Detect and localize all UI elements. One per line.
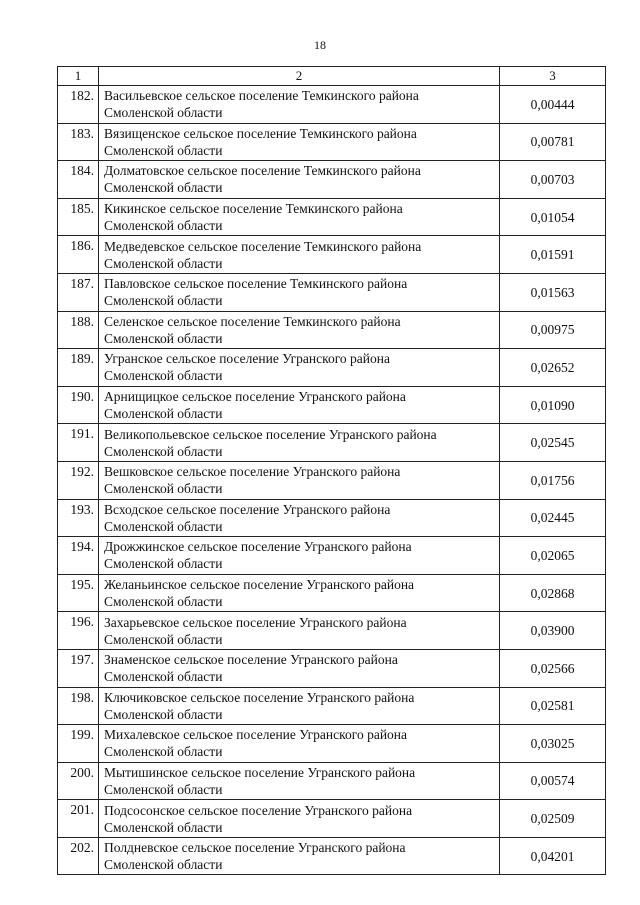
settlement-name [99, 161, 500, 199]
coefficient-value: 0,01054 [500, 198, 606, 236]
table-row [58, 424, 606, 462]
settlement-name [99, 499, 500, 537]
settlement-name [99, 800, 500, 838]
settlement-name [99, 725, 500, 763]
settlement-name-line2: Смоленской области [104, 293, 223, 309]
table-row [58, 161, 606, 199]
coefficient-value: 0,02566 [500, 649, 606, 687]
settlement-name-line2: Смоленской области [104, 330, 223, 346]
settlement-name-line1: Вешковское сельское поселение Угранского района [104, 464, 401, 480]
settlement-name-line1: Желаньинское сельское поселение Угранского района [104, 577, 415, 593]
row-number: 189. [58, 349, 99, 387]
settlement-name-line1: Угранское сельское поселение Угранского района [104, 351, 390, 367]
settlement-name [99, 123, 500, 161]
coefficient-value: 0,02065 [500, 537, 606, 575]
settlement-name-line1: Васильевское сельское поселение Темкинского района [104, 88, 419, 104]
settlement-name-line1: Знаменское сельское поселение Угранского района [104, 652, 398, 668]
table-row [58, 236, 606, 274]
coefficient-value: 0,04201 [500, 837, 606, 875]
settlement-name-line2: Смоленской области [104, 142, 223, 158]
table-row [58, 499, 606, 537]
coefficient-value: 0,02652 [500, 349, 606, 387]
row-number: 197. [58, 649, 99, 687]
settlement-name-line2: Смоленской области [104, 406, 223, 422]
settlement-name-line1: Захарьевское сельское поселение Угранского района [104, 614, 407, 630]
settlement-name [99, 762, 500, 800]
settlement-name-line2: Смоленской области [104, 781, 223, 797]
table-row [58, 123, 606, 161]
settlement-name [99, 837, 500, 875]
settlement-name-line1: Селенское сельское поселение Темкинского района [104, 313, 401, 329]
settlement-name [99, 386, 500, 424]
table-row [58, 461, 606, 499]
row-number: 182. [58, 86, 99, 124]
settlement-name-line1: Дрожжинское сельское поселение Угранского района [104, 539, 412, 555]
table-row [58, 800, 606, 838]
header-col-2: 2 [99, 67, 500, 86]
settlement-name-line1: Михалевское сельское поселение Угранского района [104, 727, 408, 743]
settlement-name-line1: Кикинское сельское поселение Темкинского района [104, 201, 403, 217]
table-row [58, 725, 606, 763]
settlement-name-line2: Смоленской области [104, 669, 223, 685]
table-row [58, 273, 606, 311]
settlement-name-line2: Смоленской области [104, 819, 223, 835]
coefficient-value: 0,00574 [500, 762, 606, 800]
settlement-name-line1: Всходское сельское поселение Угранского района [104, 501, 391, 517]
page-number: 18 [314, 38, 326, 52]
table-row [58, 537, 606, 575]
settlement-name-line2: Смоленской области [104, 706, 223, 722]
table-row [58, 386, 606, 424]
coefficient-value: 0,02509 [500, 800, 606, 838]
row-number: 191. [58, 424, 99, 462]
coefficient-value: 0,01756 [500, 461, 606, 499]
settlement-name-line1: Вязищенское сельское поселение Темкинского района [104, 125, 417, 141]
table-row [58, 649, 606, 687]
settlement-name [99, 574, 500, 612]
row-number: 188. [58, 311, 99, 349]
settlement-name-line2: Смоленской области [104, 631, 223, 647]
settlement-name-line1: Павловское сельское поселение Темкинского района [104, 276, 408, 292]
table-row [58, 612, 606, 650]
table-row [58, 311, 606, 349]
settlement-name-line1: Подсосонское сельское поселение Угранского района [104, 802, 413, 818]
row-number: 201. [58, 800, 99, 838]
document-table [57, 66, 606, 875]
table-row [58, 198, 606, 236]
coefficient-value: 0,02868 [500, 574, 606, 612]
coefficient-value: 0,00444 [500, 86, 606, 124]
row-number: 183. [58, 123, 99, 161]
table-row [58, 762, 606, 800]
header-col-1: 1 [58, 67, 99, 86]
table-row [58, 349, 606, 387]
settlement-name [99, 273, 500, 311]
row-number: 200. [58, 762, 99, 800]
settlement-name-line2: Смоленской области [104, 368, 223, 384]
header-col-3: 3 [500, 67, 606, 86]
coefficient-value: 0,02445 [500, 499, 606, 537]
table-row [58, 86, 606, 124]
settlement-name-line2: Смоленской области [104, 556, 223, 572]
row-number: 199. [58, 725, 99, 763]
settlement-name-line2: Смоленской области [104, 594, 223, 610]
settlement-name-line2: Смоленской области [104, 255, 223, 271]
settlement-name-line2: Смоленской области [104, 857, 223, 873]
settlement-name-line1: Великопольевское сельское поселение Угранского района [104, 426, 437, 442]
settlement-name-line2: Смоленской области [104, 481, 223, 497]
settlement-name [99, 198, 500, 236]
coefficient-value: 0,02581 [500, 687, 606, 725]
settlement-name [99, 649, 500, 687]
settlement-name-line2: Смоленской области [104, 105, 223, 121]
row-number: 202. [58, 837, 99, 875]
settlement-name [99, 349, 500, 387]
settlement-name-line2: Смоленской области [104, 518, 223, 534]
row-number: 190. [58, 386, 99, 424]
settlement-name [99, 537, 500, 575]
table-body [58, 86, 606, 875]
settlement-name-line1: Арнищицкое сельское поселение Угранского района [104, 389, 406, 405]
row-number: 184. [58, 161, 99, 199]
row-number: 185. [58, 198, 99, 236]
row-number: 198. [58, 687, 99, 725]
settlement-name-line1: Ключиковское сельское поселение Угранского района [104, 689, 415, 705]
coefficient-value: 0,03025 [500, 725, 606, 763]
coefficient-value: 0,03900 [500, 612, 606, 650]
settlement-name [99, 612, 500, 650]
table-row [58, 687, 606, 725]
settlement-name-line1: Долматовское сельское поселение Темкинского района [104, 163, 421, 179]
settlement-name [99, 424, 500, 462]
table-row [58, 837, 606, 875]
coefficient-value: 0,01591 [500, 236, 606, 274]
settlement-name-line1: Мытишинское сельское поселение Угранского района [104, 764, 416, 780]
settlement-name [99, 461, 500, 499]
coefficient-value: 0,00975 [500, 311, 606, 349]
settlement-name [99, 311, 500, 349]
settlement-name-line2: Смоленской области [104, 180, 223, 196]
coefficient-value: 0,00781 [500, 123, 606, 161]
settlement-name-line2: Смоленской области [104, 744, 223, 760]
row-number: 192. [58, 461, 99, 499]
coefficient-value: 0,01090 [500, 386, 606, 424]
row-number: 186. [58, 236, 99, 274]
settlement-name-line1: Полдневское сельское поселение Угранского района [104, 840, 406, 856]
settlement-name [99, 687, 500, 725]
settlement-name-line2: Смоленской области [104, 443, 223, 459]
row-number: 194. [58, 537, 99, 575]
row-number: 187. [58, 273, 99, 311]
row-number: 193. [58, 499, 99, 537]
settlement-name [99, 236, 500, 274]
row-number: 196. [58, 612, 99, 650]
row-number: 195. [58, 574, 99, 612]
coefficient-value: 0,02545 [500, 424, 606, 462]
settlement-name [99, 86, 500, 124]
coefficient-value: 0,00703 [500, 161, 606, 199]
settlement-name-line2: Смоленской области [104, 218, 223, 234]
table-header-row [58, 67, 606, 86]
settlement-name-line1: Медведевское сельское поселение Темкинского района [104, 238, 422, 254]
table-row [58, 574, 606, 612]
coefficient-value: 0,01563 [500, 273, 606, 311]
